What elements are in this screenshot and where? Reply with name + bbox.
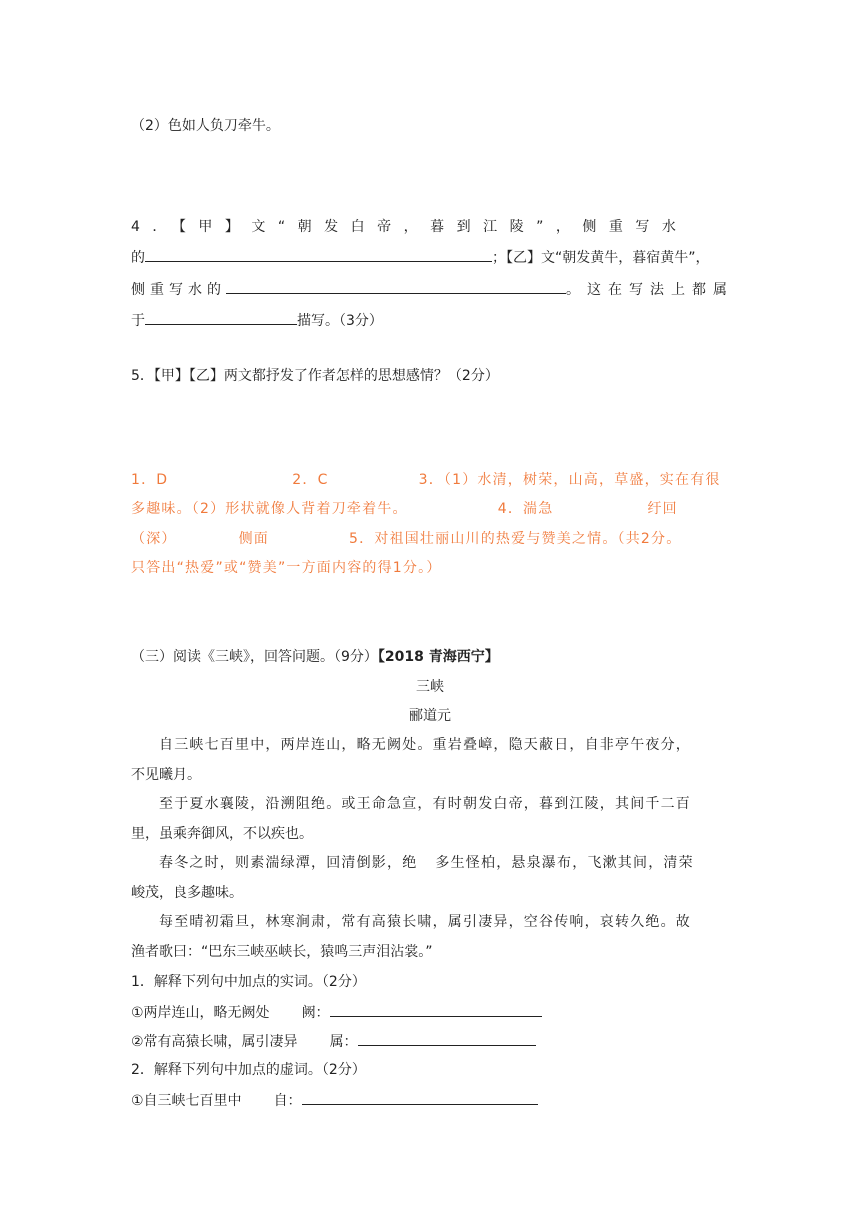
question-1-item-2: [131, 1031, 536, 1052]
question-4-line-1: 4．【甲】文“朝发白帝，暮到江陵”，侧重写水: [131, 219, 689, 235]
passage-text: 春冬之时，则素湍绿潭，回清倒影，绝: [159, 855, 418, 871]
passage-para-2a: 至于夏水襄陵，沿溯阻绝。或王命急宣，有时朝发白帝，暮到江陵，其间千二百: [159, 796, 691, 812]
answer-blank-4[interactable]: [330, 1002, 542, 1017]
passage-para-4a: 每至晴初霜旦，林寒涧肃，常有高猿长啸，属引凄异，空谷传响，哀转久绝。故: [159, 914, 691, 930]
passage-para-1b: 不见曦月。: [131, 767, 201, 783]
question-2-heading: 2．解释下列句中加点的虚词。（2分）: [131, 1062, 366, 1078]
answer-key-line-3: [131, 529, 681, 549]
answer-blank-5[interactable]: [358, 1031, 536, 1046]
passage-author: 郦道元: [409, 708, 451, 724]
question-4-text: 于: [131, 313, 145, 329]
answer-3: 3．（1）水清，树荣，山高，草盛，实在有很: [418, 472, 721, 488]
answer-blank-6[interactable]: [302, 1090, 538, 1105]
answer-blank-1[interactable]: [145, 247, 492, 262]
section-heading-text: （三）阅读《三峡》，回答问题。（9分）: [131, 649, 378, 665]
passage-para-3b: 峻茂，良多趣味。: [131, 885, 243, 901]
question-1-heading: 1．解释下列句中加点的实词。（2分）: [131, 974, 366, 990]
question-word: 自：: [273, 1093, 302, 1109]
passage-title: 三峡: [416, 679, 444, 695]
question-word: 阙：: [301, 1005, 330, 1021]
section-3-heading: [131, 647, 499, 667]
question-4-line-2: [131, 247, 710, 268]
question-text: ①两岸连山，略无阙处: [131, 1005, 270, 1021]
answer-5: 5．对祖国壮丽山川的热爱与赞美之情。（共2分。: [349, 531, 682, 547]
question-4-line-4: [131, 310, 383, 331]
question-5: 5．【甲】【乙】两文都抒发了作者怎样的思想感情？（2分）: [131, 368, 499, 384]
passage-text: 多生怪柏，悬泉瀑布，飞漱其间，清荣: [435, 855, 694, 871]
question-text: ②常有高猿长啸，属引凄异: [131, 1034, 298, 1050]
passage-para-3a: [159, 853, 694, 873]
passage-para-1a: 自三峡七百里中，两岸连山，略无阙处。重岩叠嶂，隐天蔽日，自非亭午夜分，: [159, 737, 691, 753]
answer-key-line-2: [131, 499, 678, 519]
answer-4a: 4．湍急: [497, 501, 554, 517]
question-4-text: 描写。（3分）: [297, 313, 383, 329]
question-4-text: 。这在写法上都属: [566, 282, 734, 298]
answer-4c: （深）: [131, 531, 177, 547]
question-1-item-1: [131, 1002, 542, 1023]
answer-3-cont: 多趣味。（2）形状就像人背着刀牵着牛。: [131, 501, 408, 517]
question-3-part-2: （2）色如人负刀牵牛。: [131, 118, 280, 134]
answer-1: 1．D: [131, 472, 169, 488]
passage-para-2b: 里，虽乘奔御风，不以疾也。: [131, 826, 313, 842]
answer-4d: 侧面: [238, 531, 270, 547]
passage-para-4b: 渔者歌曰：“巴东三峡巫峡长，猿鸣三声泪沾裳。”: [131, 944, 433, 960]
source-tag: 【2018 青海西宁】: [377, 649, 499, 665]
question-4-line-3: [131, 279, 734, 300]
answer-2: 2．C: [292, 472, 329, 488]
answer-blank-3[interactable]: [145, 310, 297, 325]
question-2-item-1: [131, 1090, 538, 1111]
question-text: ①自三峡七百里中: [131, 1093, 242, 1109]
question-word: 属：: [329, 1034, 358, 1050]
question-4-text: ；【乙】文“朝发黄牛，暮宿黄牛”，: [492, 250, 710, 266]
answer-key-line-4: 只答出“热爱”或“赞美”一方面内容的得1分。）: [131, 560, 442, 576]
question-4-text: 侧重写水的: [131, 282, 226, 298]
answer-key-line-1: [131, 470, 721, 490]
question-4-text: 的: [131, 250, 145, 266]
answer-4b: 纡回: [647, 501, 678, 517]
answer-blank-2[interactable]: [226, 279, 566, 294]
